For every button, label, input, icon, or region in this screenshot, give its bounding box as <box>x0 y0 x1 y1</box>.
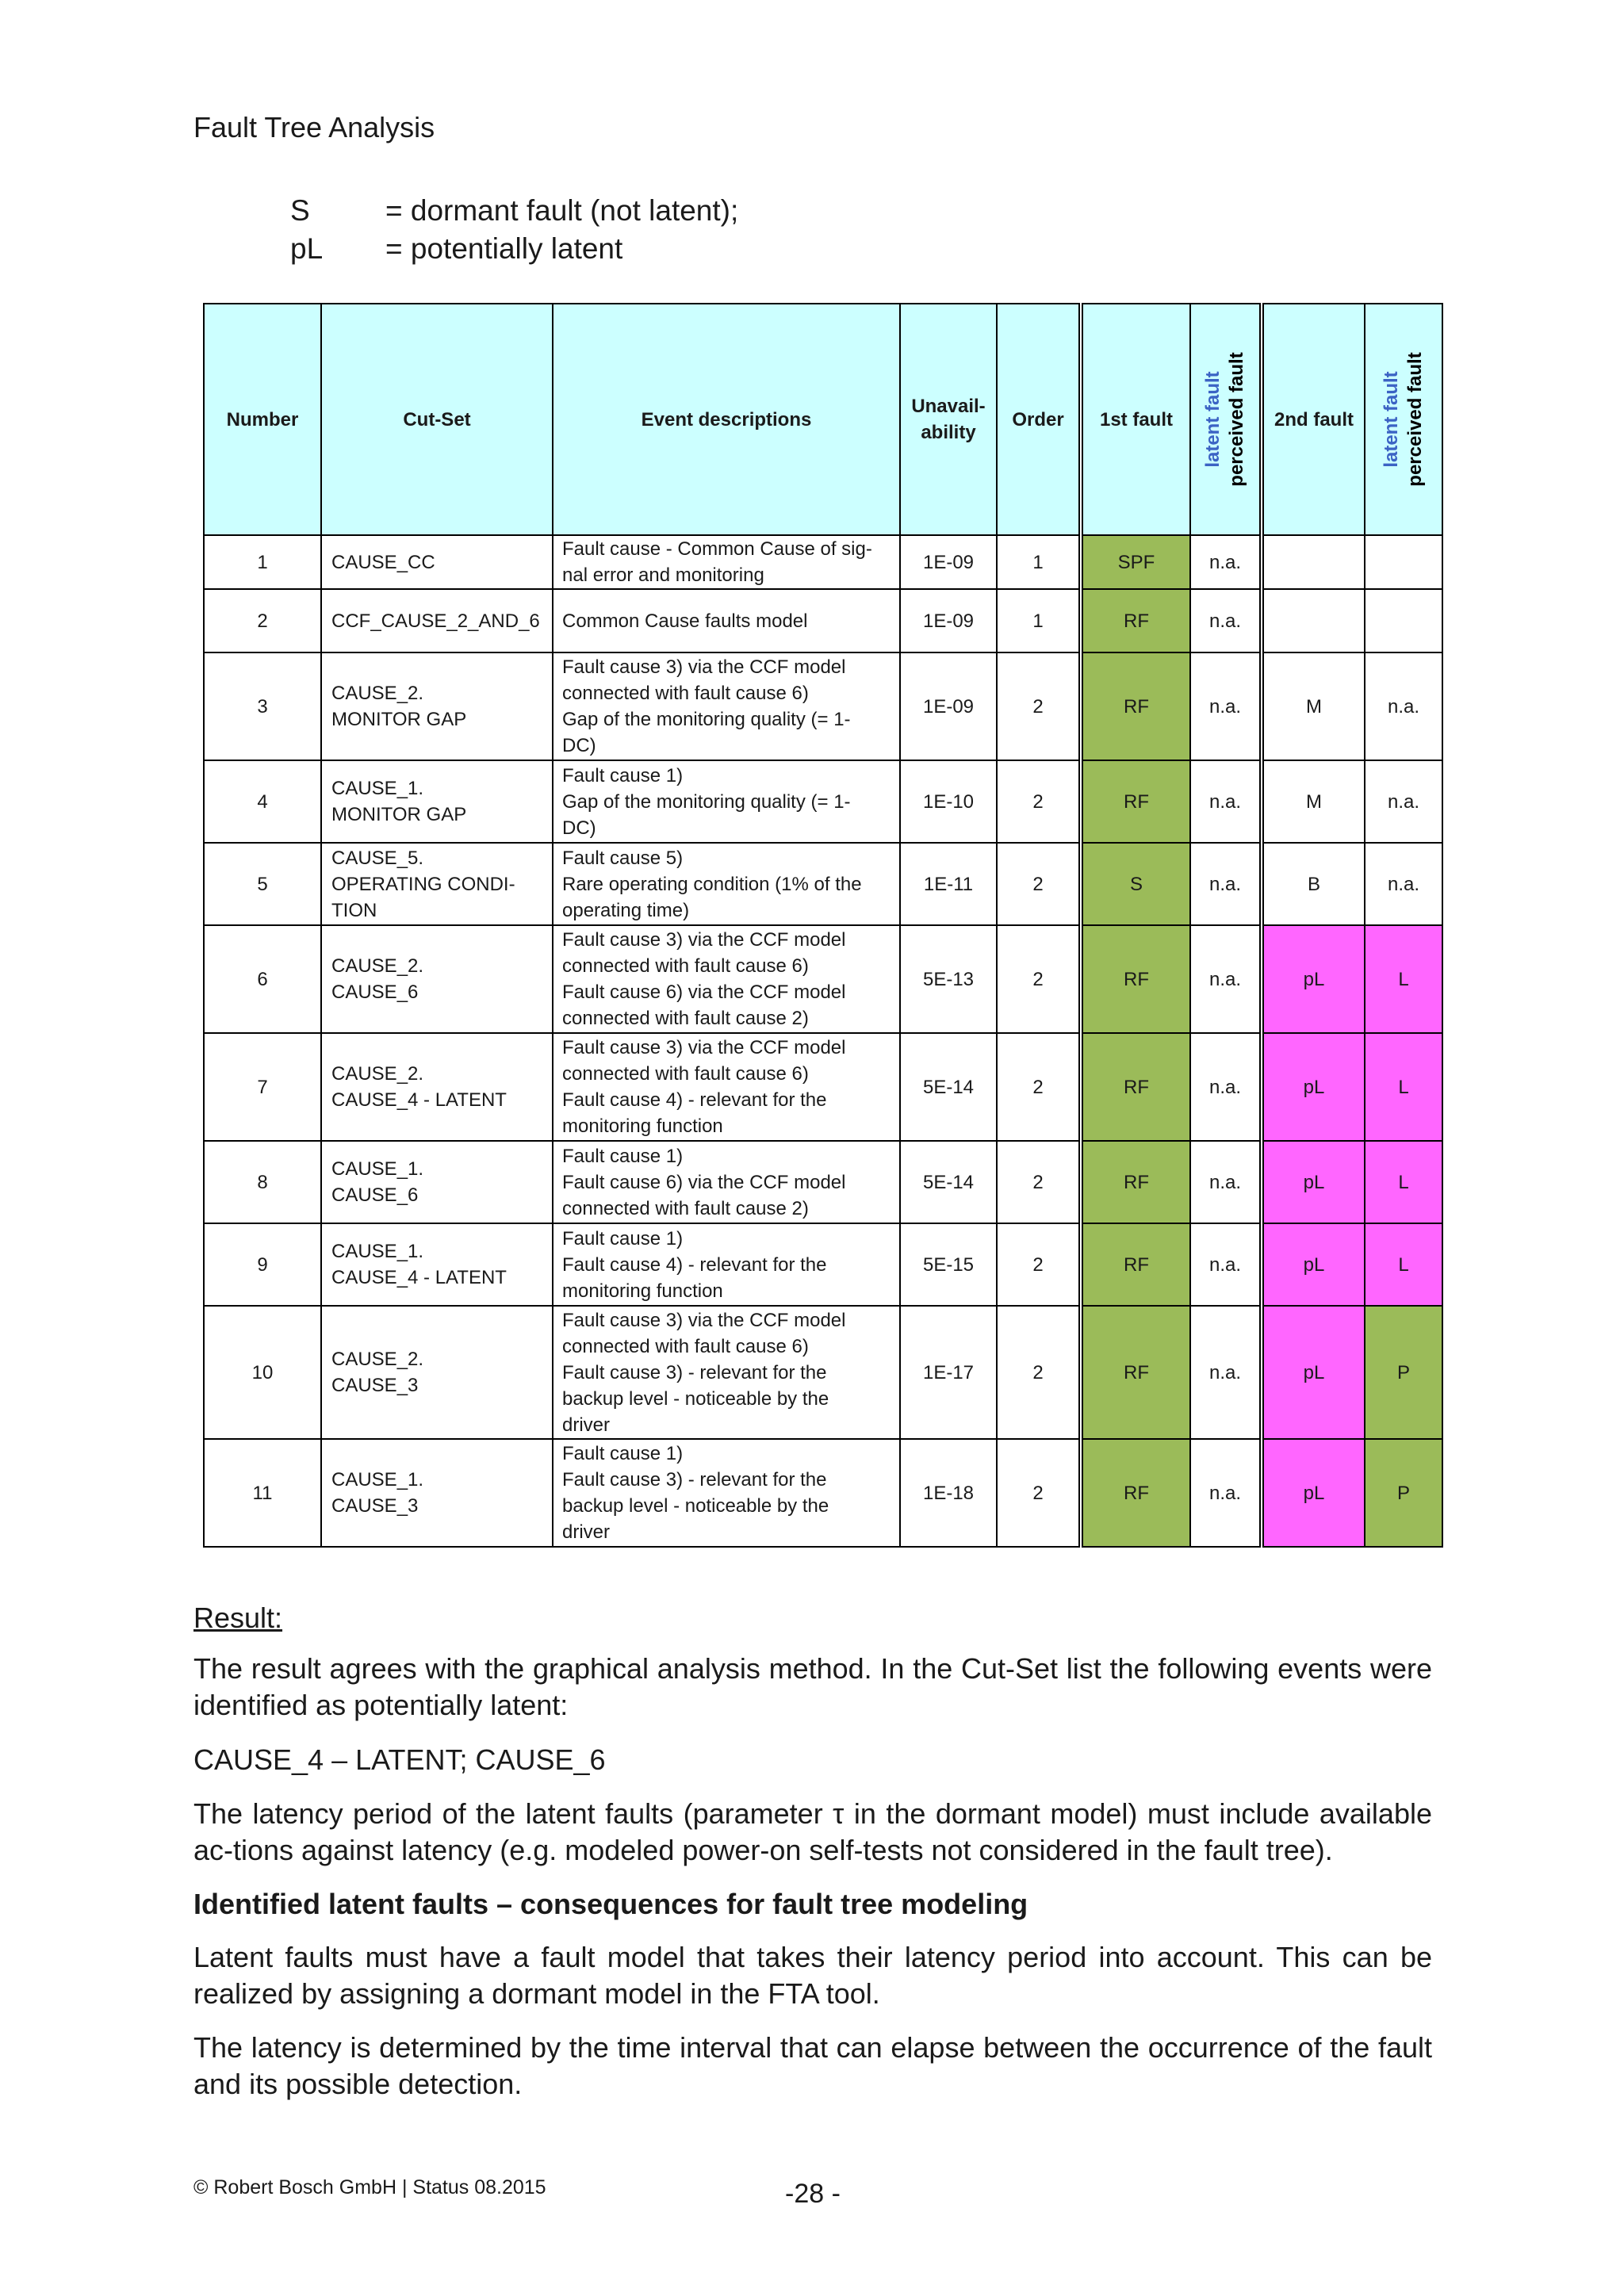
cell-second-fault <box>1262 589 1365 652</box>
cell-event-description-line: Fault cause 3) via the CCF model <box>562 1037 846 1058</box>
cell-event-description-line: Fault cause 4) - relevant for the <box>562 1089 827 1111</box>
cell-first-fault: RF <box>1081 1306 1190 1439</box>
cell-first-fault: RF <box>1081 1141 1190 1223</box>
cell-latent-perceived-2: P <box>1365 1439 1442 1547</box>
cell-first-fault: RF <box>1081 1223 1190 1306</box>
cell-cutset-line: TION <box>331 899 377 921</box>
cell-event-description-line: Fault cause 3) via the CCF model <box>562 656 846 678</box>
cell-latent-perceived-2: L <box>1365 1033 1442 1141</box>
cell-latent-perceived-1: n.a. <box>1190 843 1262 925</box>
cell-cutset <box>321 1439 553 1547</box>
cell-cutset-line: CAUSE_4 - LATENT <box>331 1089 507 1111</box>
cell-unavailability: 1E-17 <box>900 1306 997 1439</box>
vertical-header-label <box>1380 352 1427 486</box>
cell-number: 8 <box>204 1141 321 1223</box>
cell-second-fault: pL <box>1262 1033 1365 1141</box>
cell-cutset-line: CAUSE_2. <box>331 1349 424 1370</box>
cell-cutset-line: CAUSE_2. <box>331 955 424 977</box>
cell-first-fault: RF <box>1081 1033 1190 1141</box>
cell-number: 3 <box>204 652 321 760</box>
section-heading-latent-faults: Identified latent faults – consequences for fault tree modeling <box>193 1888 1028 1920</box>
legend-key: pL <box>290 232 324 265</box>
cell-number: 1 <box>204 535 321 589</box>
cell-event-description <box>553 1033 900 1141</box>
cell-cutset <box>321 589 553 652</box>
cell-unavailability: 5E-14 <box>900 1141 997 1223</box>
table-row <box>204 652 1442 760</box>
cell-unavailability: 5E-13 <box>900 925 997 1033</box>
cell-cutset-line: OPERATING CONDI- <box>331 873 515 895</box>
latent-fault-label: latent fault <box>1202 371 1224 468</box>
cell-event-description-line: Gap of the monitoring quality (= 1- <box>562 790 851 813</box>
cell-cutset <box>321 925 553 1033</box>
cell-order: 2 <box>997 1033 1081 1141</box>
page-number: -28 - <box>785 2179 841 2209</box>
cell-order: 2 <box>997 760 1081 843</box>
cell-second-fault: pL <box>1262 925 1365 1033</box>
cell-event-description-line: Fault cause 5) <box>562 847 684 869</box>
cut-set-table <box>203 303 1443 1548</box>
cell-number: 2 <box>204 589 321 652</box>
cell-cutset <box>321 535 553 589</box>
cell-latent-perceived-2 <box>1365 589 1442 652</box>
cell-latent-perceived-2: P <box>1365 1306 1442 1439</box>
cell-event-description <box>553 1439 900 1547</box>
cell-unavailability: 1E-09 <box>900 652 997 760</box>
cell-number: 10 <box>204 1306 321 1439</box>
cell-latent-perceived-1: n.a. <box>1190 1141 1262 1223</box>
cell-latent-perceived-2 <box>1365 535 1442 589</box>
page-header-title: Fault Tree Analysis <box>193 111 435 144</box>
cell-cutset-line: CAUSE_2. <box>331 1063 424 1085</box>
cell-unavailability: 1E-10 <box>900 760 997 843</box>
cell-unavailability: 5E-15 <box>900 1223 997 1306</box>
cell-event-description-line: Fault cause 3) - relevant for the <box>562 1361 827 1383</box>
col-header-first-fault: 1st fault <box>1081 304 1190 535</box>
cell-event-description-line: Fault cause 4) - relevant for the <box>562 1253 827 1276</box>
cell-cutset-line: CAUSE_1. <box>331 1158 424 1180</box>
cell-cutset <box>321 1033 553 1141</box>
cell-first-fault: RF <box>1081 589 1190 652</box>
cell-second-fault <box>1262 535 1365 589</box>
table-row <box>204 925 1442 1033</box>
cell-order: 2 <box>997 1306 1081 1439</box>
cell-number: 9 <box>204 1223 321 1306</box>
legend-row-s <box>290 192 738 230</box>
cell-latent-perceived-2: L <box>1365 925 1442 1033</box>
cell-cutset <box>321 652 553 760</box>
table-row <box>204 843 1442 925</box>
cell-event-description-line: Fault cause 1) <box>562 1443 684 1464</box>
latent-events-list: CAUSE_4 – LATENT; CAUSE_6 <box>193 1743 606 1776</box>
cell-first-fault: RF <box>1081 925 1190 1033</box>
perceived-fault-label: perceived fault <box>1226 352 1247 487</box>
cell-second-fault: pL <box>1262 1223 1365 1306</box>
cell-cutset-line: CAUSE_5. <box>331 847 424 869</box>
cell-event-description-line: DC) <box>562 817 596 839</box>
cell-first-fault: SPF <box>1081 535 1190 589</box>
cell-event-description-line: DC) <box>562 735 596 756</box>
cell-event-description-line: Fault cause - Common Cause of sig- <box>562 538 872 560</box>
cell-first-fault: RF <box>1081 652 1190 760</box>
cell-cutset-line: CAUSE_1. <box>331 1241 424 1262</box>
cell-event-description-line: nal error and monitoring <box>562 564 764 586</box>
cell-event-description-line: connected with fault cause 6) <box>562 1063 809 1085</box>
cell-event-description-line: backup level - noticeable by the <box>562 1387 829 1410</box>
cell-second-fault: pL <box>1262 1306 1365 1439</box>
cell-event-description-line: Fault cause 1) <box>562 1227 684 1249</box>
cell-cutset-line: MONITOR GAP <box>331 709 467 730</box>
cell-first-fault: RF <box>1081 1439 1190 1547</box>
cell-event-description-line: Fault cause 6) via the CCF model <box>562 982 846 1003</box>
cell-latent-perceived-2: n.a. <box>1365 652 1442 760</box>
cell-cutset-line: CAUSE_3 <box>331 1495 419 1517</box>
col-header-order: Order <box>997 304 1081 535</box>
cell-second-fault: M <box>1262 652 1365 760</box>
cell-latent-perceived-2: n.a. <box>1365 760 1442 843</box>
cell-order: 1 <box>997 589 1081 652</box>
cell-event-description-line: Fault cause 6) via the CCF model <box>562 1171 846 1193</box>
cell-latent-perceived-1: n.a. <box>1190 760 1262 843</box>
cell-event-description <box>553 589 900 652</box>
col-header-latent-perceived-2 <box>1365 304 1442 535</box>
cell-event-description-line: Common Cause faults model <box>562 610 808 632</box>
result-paragraph-latency-interval: The latency is determined by the time interval that can elapse between the occurrence of the fault and its possible detection. <box>193 2031 1432 2100</box>
col-header-unavailability: Unavail-ability <box>900 304 997 535</box>
cell-event-description-line: Rare operating condition (1% of the <box>562 873 862 895</box>
cell-latent-perceived-1: n.a. <box>1190 535 1262 589</box>
cell-number: 4 <box>204 760 321 843</box>
cell-order: 2 <box>997 652 1081 760</box>
table-row <box>204 1306 1442 1439</box>
cell-latent-perceived-1: n.a. <box>1190 925 1262 1033</box>
cell-event-description-line: backup level - noticeable by the <box>562 1495 829 1517</box>
cell-order: 2 <box>997 925 1081 1033</box>
col-header-second-fault: 2nd fault <box>1262 304 1365 535</box>
result-paragraph-latency: The latency period of the latent faults (parameter τ in the dormant model) must include available ac-tions against latency (e.g. modeled power-on self-tests not considered in the fault tree). <box>193 1797 1432 1866</box>
table-row <box>204 1141 1442 1223</box>
result-heading: Result: <box>193 1601 283 1634</box>
latent-fault-label: latent fault <box>1381 371 1402 468</box>
cell-order: 2 <box>997 1439 1081 1547</box>
perceived-fault-label: perceived fault <box>1404 352 1426 487</box>
cell-cutset-line: CAUSE_2. <box>331 683 424 704</box>
col-header-number: Number <box>204 304 321 535</box>
cell-event-description-line: driver <box>562 1414 611 1436</box>
cell-event-description-line: Fault cause 3) via the CCF model <box>562 1309 846 1331</box>
table-row <box>204 535 1442 589</box>
col-header-cutset: Cut-Set <box>321 304 553 535</box>
cell-cutset <box>321 1306 553 1439</box>
cell-latent-perceived-1: n.a. <box>1190 1439 1262 1547</box>
cell-event-description <box>553 535 900 589</box>
result-paragraph-1: The result agrees with the graphical analysis method. In the Cut-Set list the following events were identified as potentially latent: <box>193 1652 1432 1721</box>
cell-cutset-line: CAUSE_6 <box>331 982 419 1003</box>
cell-number: 7 <box>204 1033 321 1141</box>
cell-order: 2 <box>997 1223 1081 1306</box>
cell-cutset-line: CAUSE_1. <box>331 778 424 799</box>
legend <box>290 192 738 268</box>
cell-number: 5 <box>204 843 321 925</box>
cell-event-description-line: monitoring function <box>562 1115 723 1137</box>
cell-order: 2 <box>997 1141 1081 1223</box>
cell-latent-perceived-1: n.a. <box>1190 1306 1262 1439</box>
col-header-events: Event descriptions <box>553 304 900 535</box>
cell-cutset-line: MONITOR GAP <box>331 804 467 825</box>
legend-key: S <box>290 194 310 227</box>
cell-unavailability: 1E-18 <box>900 1439 997 1547</box>
cell-event-description-line: connected with fault cause 6) <box>562 1335 809 1357</box>
cell-event-description <box>553 760 900 843</box>
cell-unavailability: 1E-09 <box>900 589 997 652</box>
col-header-latent-perceived-1 <box>1190 304 1262 535</box>
legend-value: = potentially latent <box>385 232 623 265</box>
cell-number: 6 <box>204 925 321 1033</box>
cell-order: 1 <box>997 535 1081 589</box>
cell-latent-perceived-2: L <box>1365 1141 1442 1223</box>
cell-cutset-line: CCF_CAUSE_2_AND_6 <box>331 610 540 632</box>
cell-latent-perceived-1: n.a. <box>1190 652 1262 760</box>
table-row <box>204 760 1442 843</box>
cell-event-description-line: Fault cause 3) via the CCF model <box>562 929 846 951</box>
cell-event-description-line: operating time) <box>562 899 690 921</box>
cell-unavailability: 1E-11 <box>900 843 997 925</box>
cell-second-fault: B <box>1262 843 1365 925</box>
vertical-header-label <box>1201 352 1249 486</box>
cell-cutset <box>321 760 553 843</box>
legend-value: = dormant fault (not latent); <box>385 194 739 227</box>
cell-event-description-line: monitoring function <box>562 1280 723 1302</box>
cell-event-description-line: connected with fault cause 6) <box>562 955 809 977</box>
table-row <box>204 1223 1442 1306</box>
cell-cutset-line: CAUSE_CC <box>331 551 435 573</box>
cell-unavailability: 5E-14 <box>900 1033 997 1141</box>
legend-row-pl <box>290 230 738 268</box>
cell-event-description-line: Fault cause 3) - relevant for the <box>562 1469 827 1490</box>
table-header-row <box>204 304 1442 535</box>
table-body <box>204 535 1442 1547</box>
cell-number: 11 <box>204 1439 321 1547</box>
table-row <box>204 1439 1442 1547</box>
cell-latent-perceived-1: n.a. <box>1190 1223 1262 1306</box>
cell-event-description <box>553 1223 900 1306</box>
cell-order: 2 <box>997 843 1081 925</box>
cell-event-description-line: Gap of the monitoring quality (= 1- <box>562 709 851 730</box>
cell-cutset-line: CAUSE_1. <box>331 1469 424 1490</box>
table-row <box>204 1033 1442 1141</box>
cell-latent-perceived-1: n.a. <box>1190 1033 1262 1141</box>
cell-first-fault: S <box>1081 843 1190 925</box>
cell-cutset-line: CAUSE_6 <box>331 1184 419 1206</box>
cell-event-description <box>553 652 900 760</box>
cell-event-description <box>553 843 900 925</box>
cell-cutset <box>321 1223 553 1306</box>
cell-latent-perceived-2: n.a. <box>1365 843 1442 925</box>
cell-event-description-line: connected with fault cause 6) <box>562 683 809 704</box>
cell-cutset-line: CAUSE_3 <box>331 1375 419 1396</box>
table-row <box>204 589 1442 652</box>
cell-cutset <box>321 1141 553 1223</box>
cell-event-description-line: driver <box>562 1521 611 1543</box>
cell-event-description-line: Fault cause 1) <box>562 1145 684 1167</box>
cell-event-description-line: Fault cause 1) <box>562 764 684 786</box>
cell-latent-perceived-1: n.a. <box>1190 589 1262 652</box>
cell-second-fault: M <box>1262 760 1365 843</box>
cell-event-description <box>553 925 900 1033</box>
cell-cutset-line: CAUSE_4 - LATENT <box>331 1267 507 1288</box>
cell-event-description-line: connected with fault cause 2) <box>562 1008 809 1029</box>
cell-event-description-line: connected with fault cause 2) <box>562 1197 809 1219</box>
footer-copyright: © Robert Bosch GmbH | Status 08.2015 <box>193 2176 546 2198</box>
cell-cutset <box>321 843 553 925</box>
cell-unavailability: 1E-09 <box>900 535 997 589</box>
cell-event-description <box>553 1141 900 1223</box>
cell-second-fault: pL <box>1262 1439 1365 1547</box>
cell-first-fault: RF <box>1081 760 1190 843</box>
result-paragraph-fault-model: Latent faults must have a fault model that takes their latency period into account. This can be realized by assigning a dormant model in the FTA tool. <box>193 1941 1432 2010</box>
cell-event-description <box>553 1306 900 1439</box>
cell-second-fault: pL <box>1262 1141 1365 1223</box>
cell-latent-perceived-2: L <box>1365 1223 1442 1306</box>
